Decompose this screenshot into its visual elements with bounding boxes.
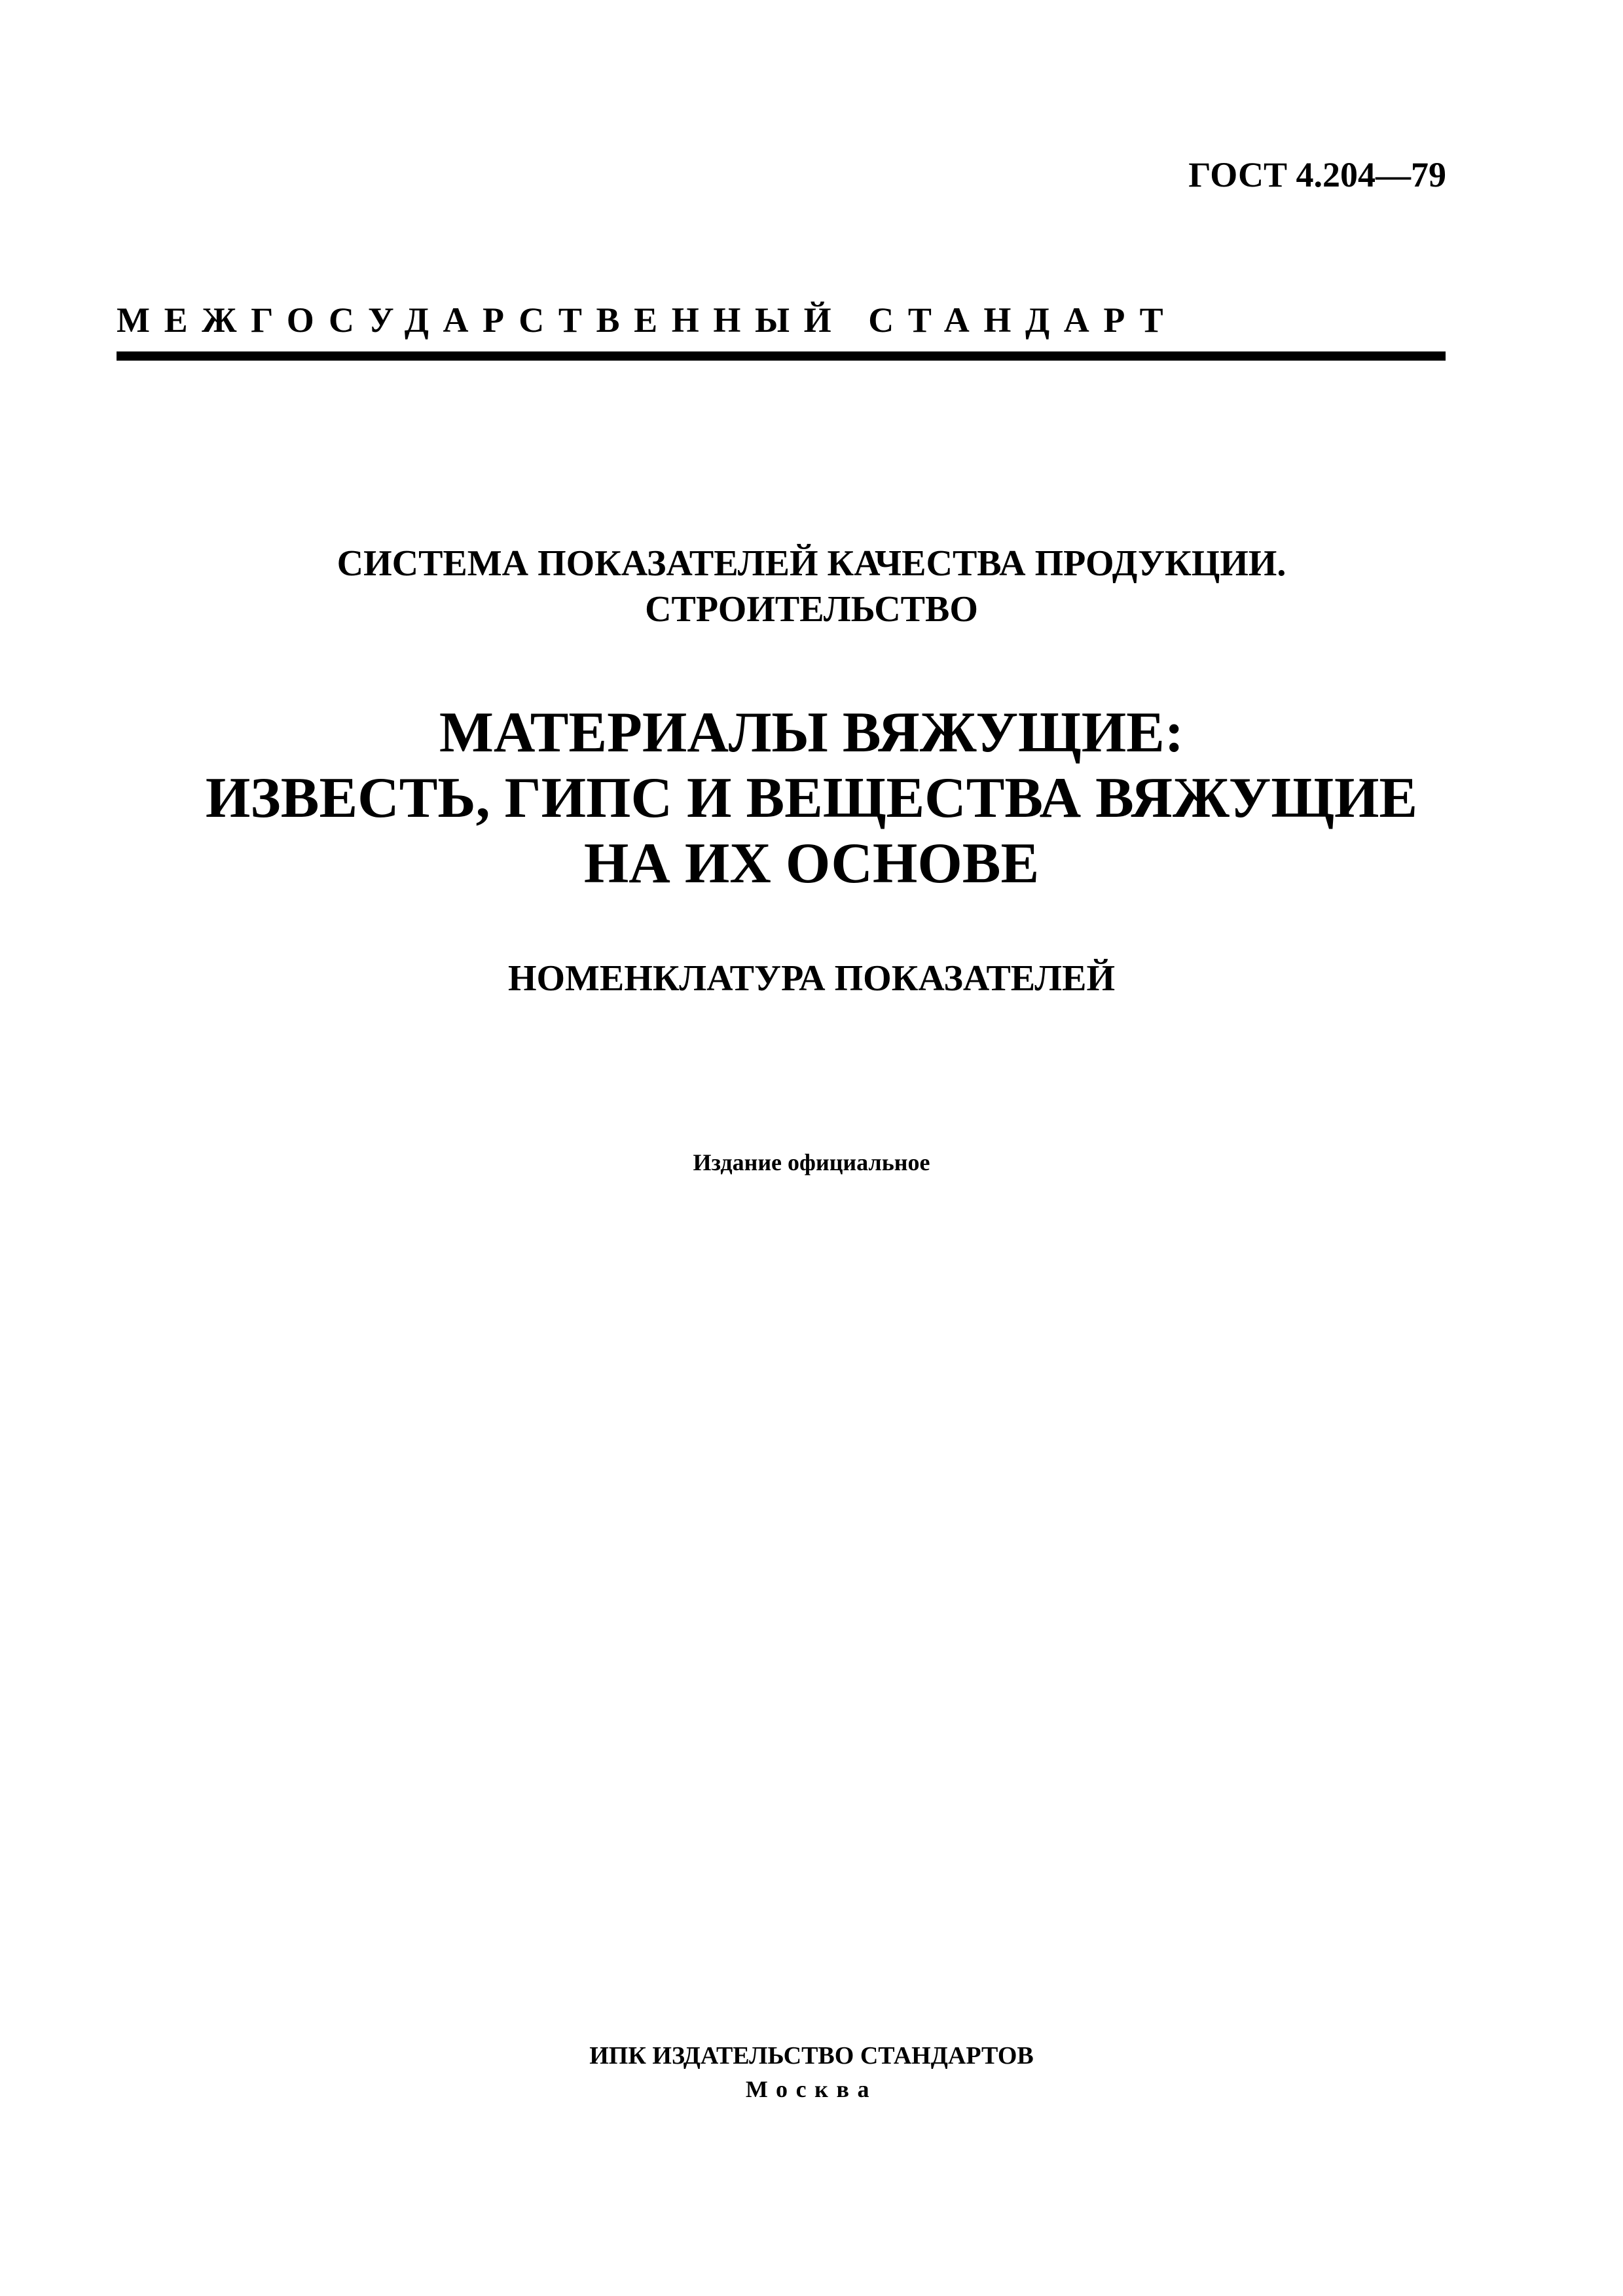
publisher-city: Москва [745,2076,878,2102]
main-title-line-2: ИЗВЕСТЬ, ГИПС И ВЕЩЕСТВА ВЯЖУЩИЕ [205,766,1418,830]
main-title-line-1: МАТЕРИАЛЫ ВЯЖУЩИЕ: [439,701,1184,764]
main-title [0,700,1623,897]
subtitle: НОМЕНКЛАТУРА ПОКАЗАТЕЛЕЙ [507,958,1116,999]
publisher: ИПК ИЗДАТЕЛЬСТВО СТАНДАРТОВ [589,2042,1034,2070]
system-title [0,541,1623,632]
system-title-line-1: СИСТЕМА ПОКАЗАТЕЛЕЙ КАЧЕСТВА ПРОДУКЦИИ. [337,543,1286,584]
standard-type-heading: МЕЖГОСУДАРСТВЕННЫЙ СТАНДАРТ [117,300,1178,340]
main-title-line-3: НА ИХ ОСНОВЕ [583,832,1040,895]
edition-note: Издание официальное [693,1149,930,1175]
header-rule [117,351,1446,361]
system-title-line-2: СТРОИТЕЛЬСТВО [645,589,978,630]
gost-code: ГОСТ 4.204—79 [1188,155,1446,194]
